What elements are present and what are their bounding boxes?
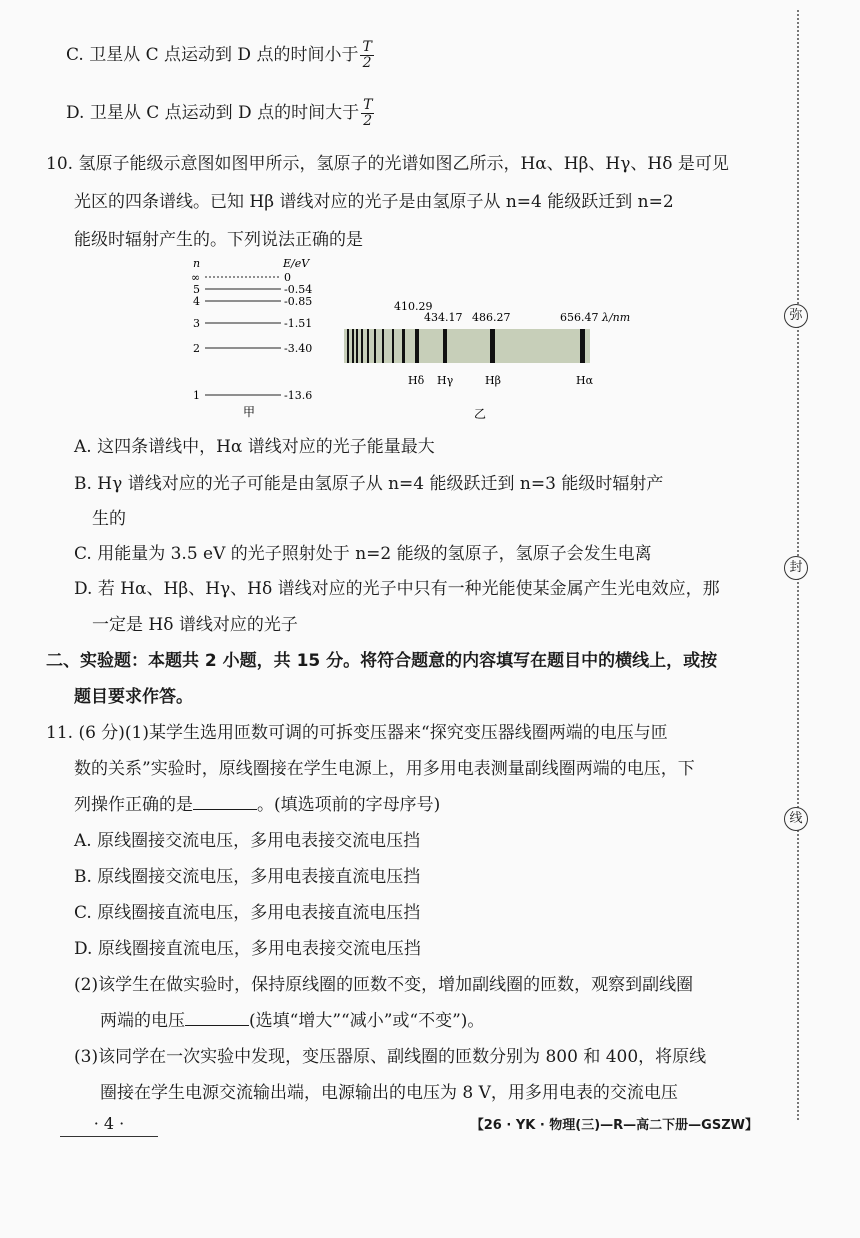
q9-option-c-text: C. 卫星从 C 点运动到 D 点的时间小于 [66,45,359,65]
q9-option-d-text: D. 卫星从 C 点运动到 D 点的时间大于 [66,103,360,123]
page-number: · 4 · [60,1114,158,1137]
n-axis-label: n [193,257,201,270]
figure-caption-yi: 乙 [474,407,487,421]
level-n-4: 4 [193,295,200,308]
q10-option-d-line-2: 一定是 Hδ 谱线对应的光子 [92,615,298,635]
q11-part-2-prefix: 两端的电压 [100,1011,185,1031]
spectrum-band [344,329,590,363]
q11-part-3-line-1: (3)该同学在一次实验中发现，变压器原、副线圈的匝数分别为 800 和 400，将原线 [74,1047,707,1067]
level-3 [193,317,312,330]
q11-part-2-suffix: (选填“增大”“减小”或“不变”)。 [249,1011,485,1031]
level-e-3: -1.51 [284,317,313,330]
q10-option-b-line-2: 生的 [92,509,126,529]
level-n-inf: ∞ [191,271,201,284]
q10-stem-line-1: 10. 氢原子能级示意图如图甲所示，氢原子的光谱如图乙所示，Hα、Hβ、Hγ、Hδ 是可见 [46,154,729,174]
level-e-4: -0.85 [284,295,313,308]
level-e-5: -0.54 [284,283,313,296]
spectral-line-hbeta [490,329,495,363]
line-name-halpha: Hα [576,374,594,387]
level-n-3: 3 [193,317,200,330]
q9-option-c [66,40,374,71]
margin-seal-char-1: 弥 [784,304,808,328]
line-name-hbeta: Hβ [485,374,501,387]
q11-option-a: A. 原线圈接交流电压，多用电表接交流电压挡 [74,831,421,851]
level-n-1: 1 [193,389,200,402]
answer-blank-2[interactable] [185,1011,249,1026]
hydrogen-spectrum-figure [340,300,660,426]
level-n-2: 2 [193,342,200,355]
wavelength-unit-label: λ/nm [602,311,631,324]
level-2 [193,342,312,355]
spectral-line-hdelta [415,329,419,363]
exam-code: 【26 · YK · 物理(三)—R—高二下册—GSZW】 [470,1118,758,1133]
q11-part-3-line-2: 圈接在学生电源交流输出端，电源输出的电压为 8 V，用多用电表的交流电压 [100,1083,678,1103]
level-1 [193,389,312,402]
wavelength-label-hbeta: 486.27 [472,311,511,324]
spectral-line-halpha [580,329,585,363]
q10-option-b-line-1: B. Hγ 谱线对应的光子可能是由氢原子从 n=4 能级跃迁到 n=3 能级时辐射产 [74,474,664,494]
level-n-5: 5 [193,283,200,296]
level-e-inf: 0 [284,271,291,284]
q11-option-c: C. 原线圈接直流电压，多用电表接直流电压挡 [74,903,421,923]
energy-axis-label: E/eV [283,257,310,270]
q11-option-d: D. 原线圈接直流电压，多用电表接交流电压挡 [74,939,421,959]
q10-option-c: C. 用能量为 3.5 eV 的光子照射处于 n=2 能级的氢原子，氢原子会发生电离 [74,544,652,564]
wavelength-label-halpha: 656.47 [560,311,599,324]
t-over-2-fraction: $\frac{T}{2}$ [363,97,373,129]
level-e-2: -3.40 [284,342,313,355]
q10-option-a: A. 这四条谱线中，Hα 谱线对应的光子能量最大 [74,437,435,457]
q10-stem-line-2: 光区的四条谱线。已知 Hβ 谱线对应的光子是由氢原子从 n=4 能级跃迁到 n=2 [74,192,674,212]
line-name-hdelta: Hδ [408,374,425,387]
section-2-heading-line-2: 题目要求作答。 [74,687,193,707]
q9-option-d [66,98,374,129]
q10-option-d-line-1: D. 若 Hα、Hβ、Hγ、Hδ 谱线对应的光子中只有一种光能使某金属产生光电效应，那 [74,579,720,599]
level-4 [193,295,312,308]
level-inf [191,271,291,284]
q11-option-b: B. 原线圈接交流电压，多用电表接直流电压挡 [74,867,421,887]
margin-seal-char-2: 封 [784,556,808,580]
q11-part-2-line-1: (2)该学生在做实验时，保持原线圈的匝数不变，增加副线圈的匝数，观察到副线圈 [74,975,694,995]
margin-seal-char-3: 线 [784,807,808,831]
answer-blank-1[interactable] [193,795,257,810]
q11-line-3 [74,794,440,816]
level-e-1: -13.6 [284,389,313,402]
wavelength-label-hdelta: 410.29 [394,300,433,313]
q11-line-3-prefix: 列操作正确的是 [74,795,193,815]
section-2-heading-line-1: 二、实验题：本题共 2 小题，共 15 分。将符合题意的内容填写在题目中的横线上，或按 [46,651,718,671]
spectral-line-hgamma [443,329,447,363]
figure-caption-jia: 甲 [243,405,256,419]
energy-level-diagram [185,256,345,426]
q11-line-1: 11. (6 分)(1)某学生选用匝数可调的可拆变压器来“探究变压器线圈两端的电压与匝 [46,723,668,743]
t-over-2-fraction: $\frac{T}{2}$ [362,39,372,71]
wavelength-label-hgamma: 434.17 [424,311,463,324]
q11-part-2-line-2 [100,1010,484,1032]
q11-line-3-suffix: 。(填选项前的字母序号) [257,795,441,815]
q10-stem-line-3: 能级时辐射产生的。下列说法正确的是 [74,230,363,250]
q11-line-2: 数的关系”实验时，原线圈接在学生电源上，用多用电表测量副线圈两端的电压，下 [74,759,695,779]
line-name-hgamma: Hγ [437,374,454,387]
